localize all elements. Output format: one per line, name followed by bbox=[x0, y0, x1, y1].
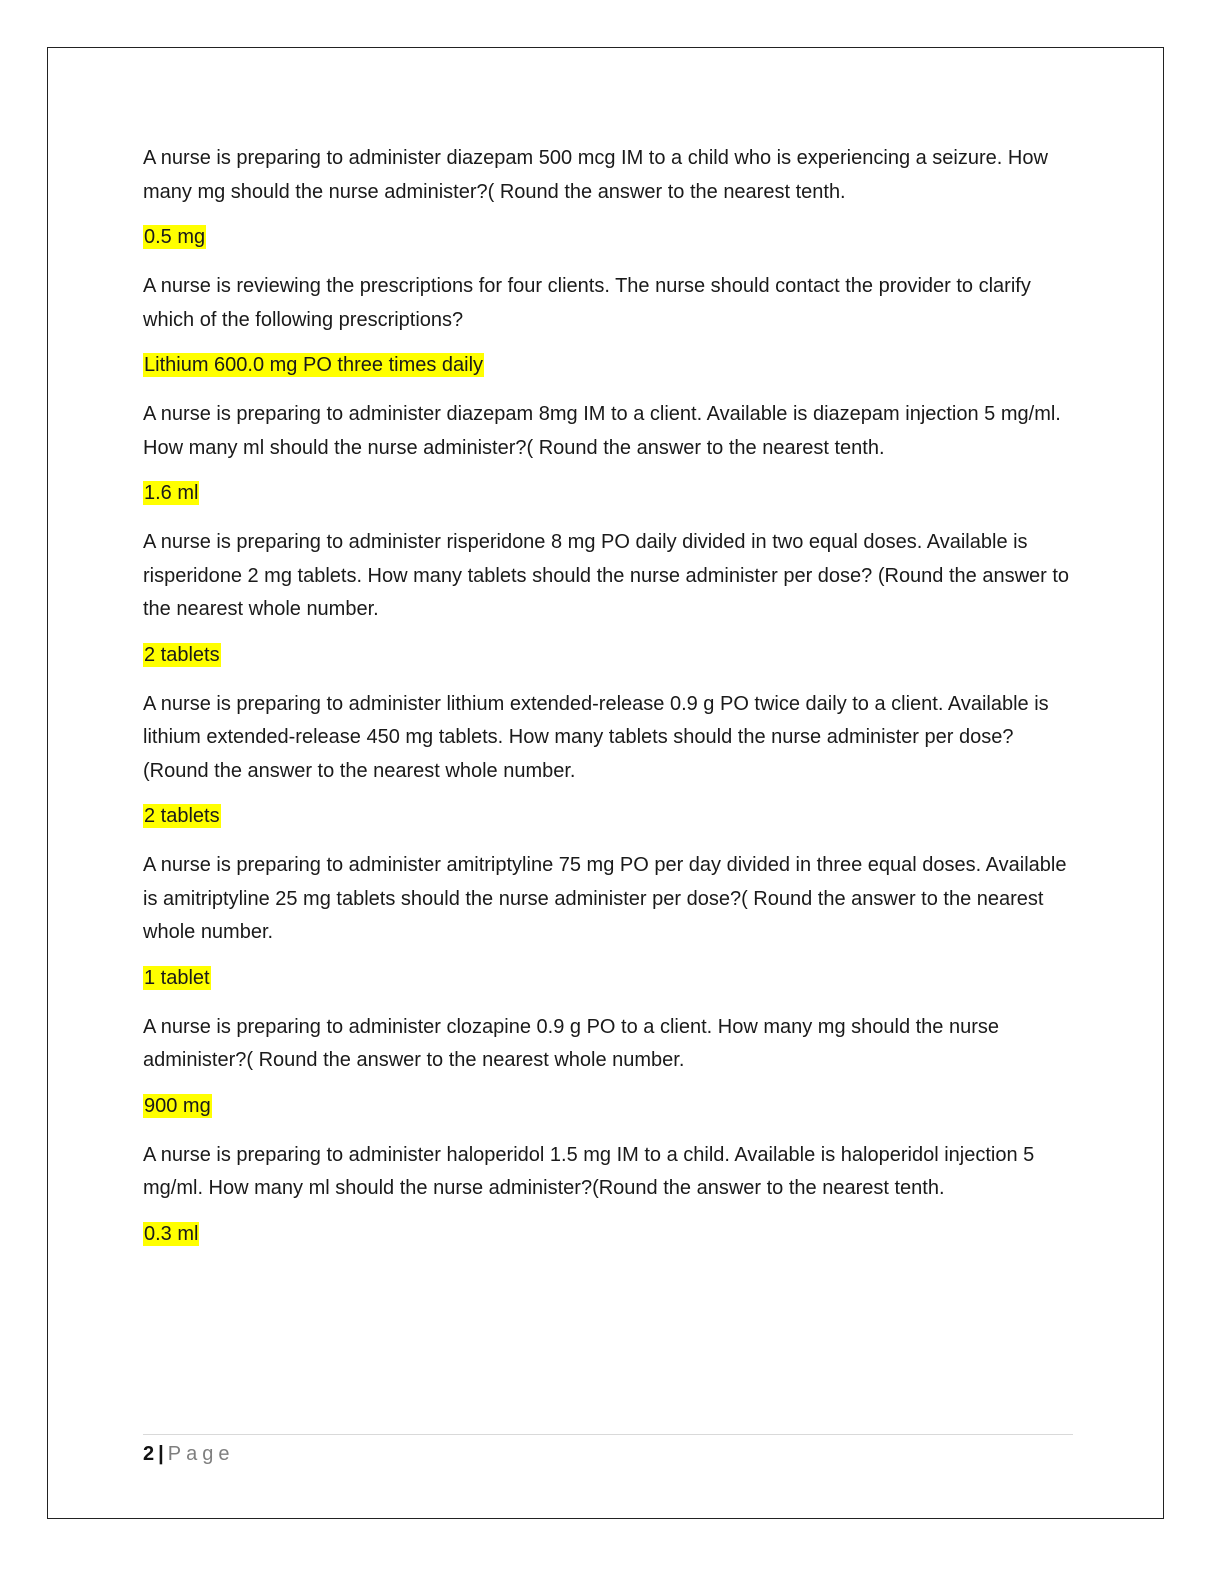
answer-text bbox=[143, 642, 1078, 668]
qa-item-4 bbox=[143, 526, 1078, 668]
answer-text bbox=[143, 1093, 1078, 1119]
answer-highlight: 900 mg bbox=[144, 1094, 211, 1117]
qa-item-8 bbox=[143, 1139, 1078, 1247]
answer-highlight: 2 tablets bbox=[144, 643, 220, 666]
answer-highlight: Lithium 600.0 mg PO three times daily bbox=[144, 354, 484, 376]
qa-item-6 bbox=[143, 849, 1078, 991]
answer-highlight: 0.5 mg bbox=[144, 226, 206, 248]
question-text: A nurse is preparing to administer haloperidol 1.5 mg IM to a child. Available is haloperidol injection 5 mg/ml. How many ml should the nurse administer?(Round the answer to the nearest tenth. bbox=[143, 1143, 1035, 1199]
answer-text bbox=[143, 1221, 1078, 1247]
qa-item-3 bbox=[143, 398, 1078, 506]
page-number: 2 bbox=[143, 1443, 155, 1465]
answer-text bbox=[143, 224, 1078, 250]
qa-item-5 bbox=[143, 688, 1078, 830]
document-body bbox=[143, 142, 1078, 1267]
question-text: A nurse is preparing to administer clozapine 0.9 g PO to a client. How many mg should the nurse administer?( Round the answer to the nearest whole number. bbox=[143, 1015, 1000, 1071]
answer-highlight: 1.6 ml bbox=[144, 482, 199, 504]
answer-text bbox=[143, 480, 1078, 506]
answer-highlight: 1 tablet bbox=[144, 966, 210, 989]
qa-item-2 bbox=[143, 270, 1078, 378]
question-text: A nurse is preparing to administer amitriptyline 75 mg PO per day divided in three equal doses. Available is amitriptyline 25 mg tablets should the nurse administer per dose?( Round the answer to the nearest whole number. bbox=[143, 854, 1067, 943]
answer-text bbox=[143, 803, 1078, 829]
footer-separator: | bbox=[158, 1443, 164, 1465]
answer-text bbox=[143, 965, 1078, 991]
question-text: A nurse is preparing to administer diazepam 500 mcg IM to a child who is experiencing a seizure. How many mg should the nurse administer?( Round the answer to the nearest tenth. bbox=[143, 147, 1048, 203]
qa-item-7 bbox=[143, 1011, 1078, 1119]
answer-highlight: 2 tablets bbox=[144, 805, 220, 827]
answer-text bbox=[143, 352, 1078, 378]
footer-divider bbox=[143, 1434, 1073, 1435]
page-footer bbox=[143, 1440, 234, 1468]
question-text: A nurse is preparing to administer diazepam 8mg IM to a client. Available is diazepam injection 5 mg/ml. How many ml should the nurse administer?( Round the answer to the nearest tenth. bbox=[143, 403, 1061, 459]
answer-highlight: 0.3 ml bbox=[144, 1222, 199, 1245]
question-text: A nurse is reviewing the prescriptions for four clients. The nurse should contact the provider to clarify which of the following prescriptions? bbox=[143, 275, 1031, 331]
question-text: A nurse is preparing to administer risperidone 8 mg PO daily divided in two equal doses. Available is risperidone 2 mg tablets. How many tablets should the nurse administer per dose? (Round the answer to the nearest whole number. bbox=[143, 531, 1070, 620]
qa-item-1 bbox=[143, 142, 1078, 250]
question-text: A nurse is preparing to administer lithium extended-release 0.9 g PO twice daily to a client. Available is lithium extended-release 450 mg tablets. How many tablets should the nurse administer per dose? (Round the answer to the nearest whole number. bbox=[143, 692, 1049, 782]
page-label: Page bbox=[167, 1443, 235, 1465]
